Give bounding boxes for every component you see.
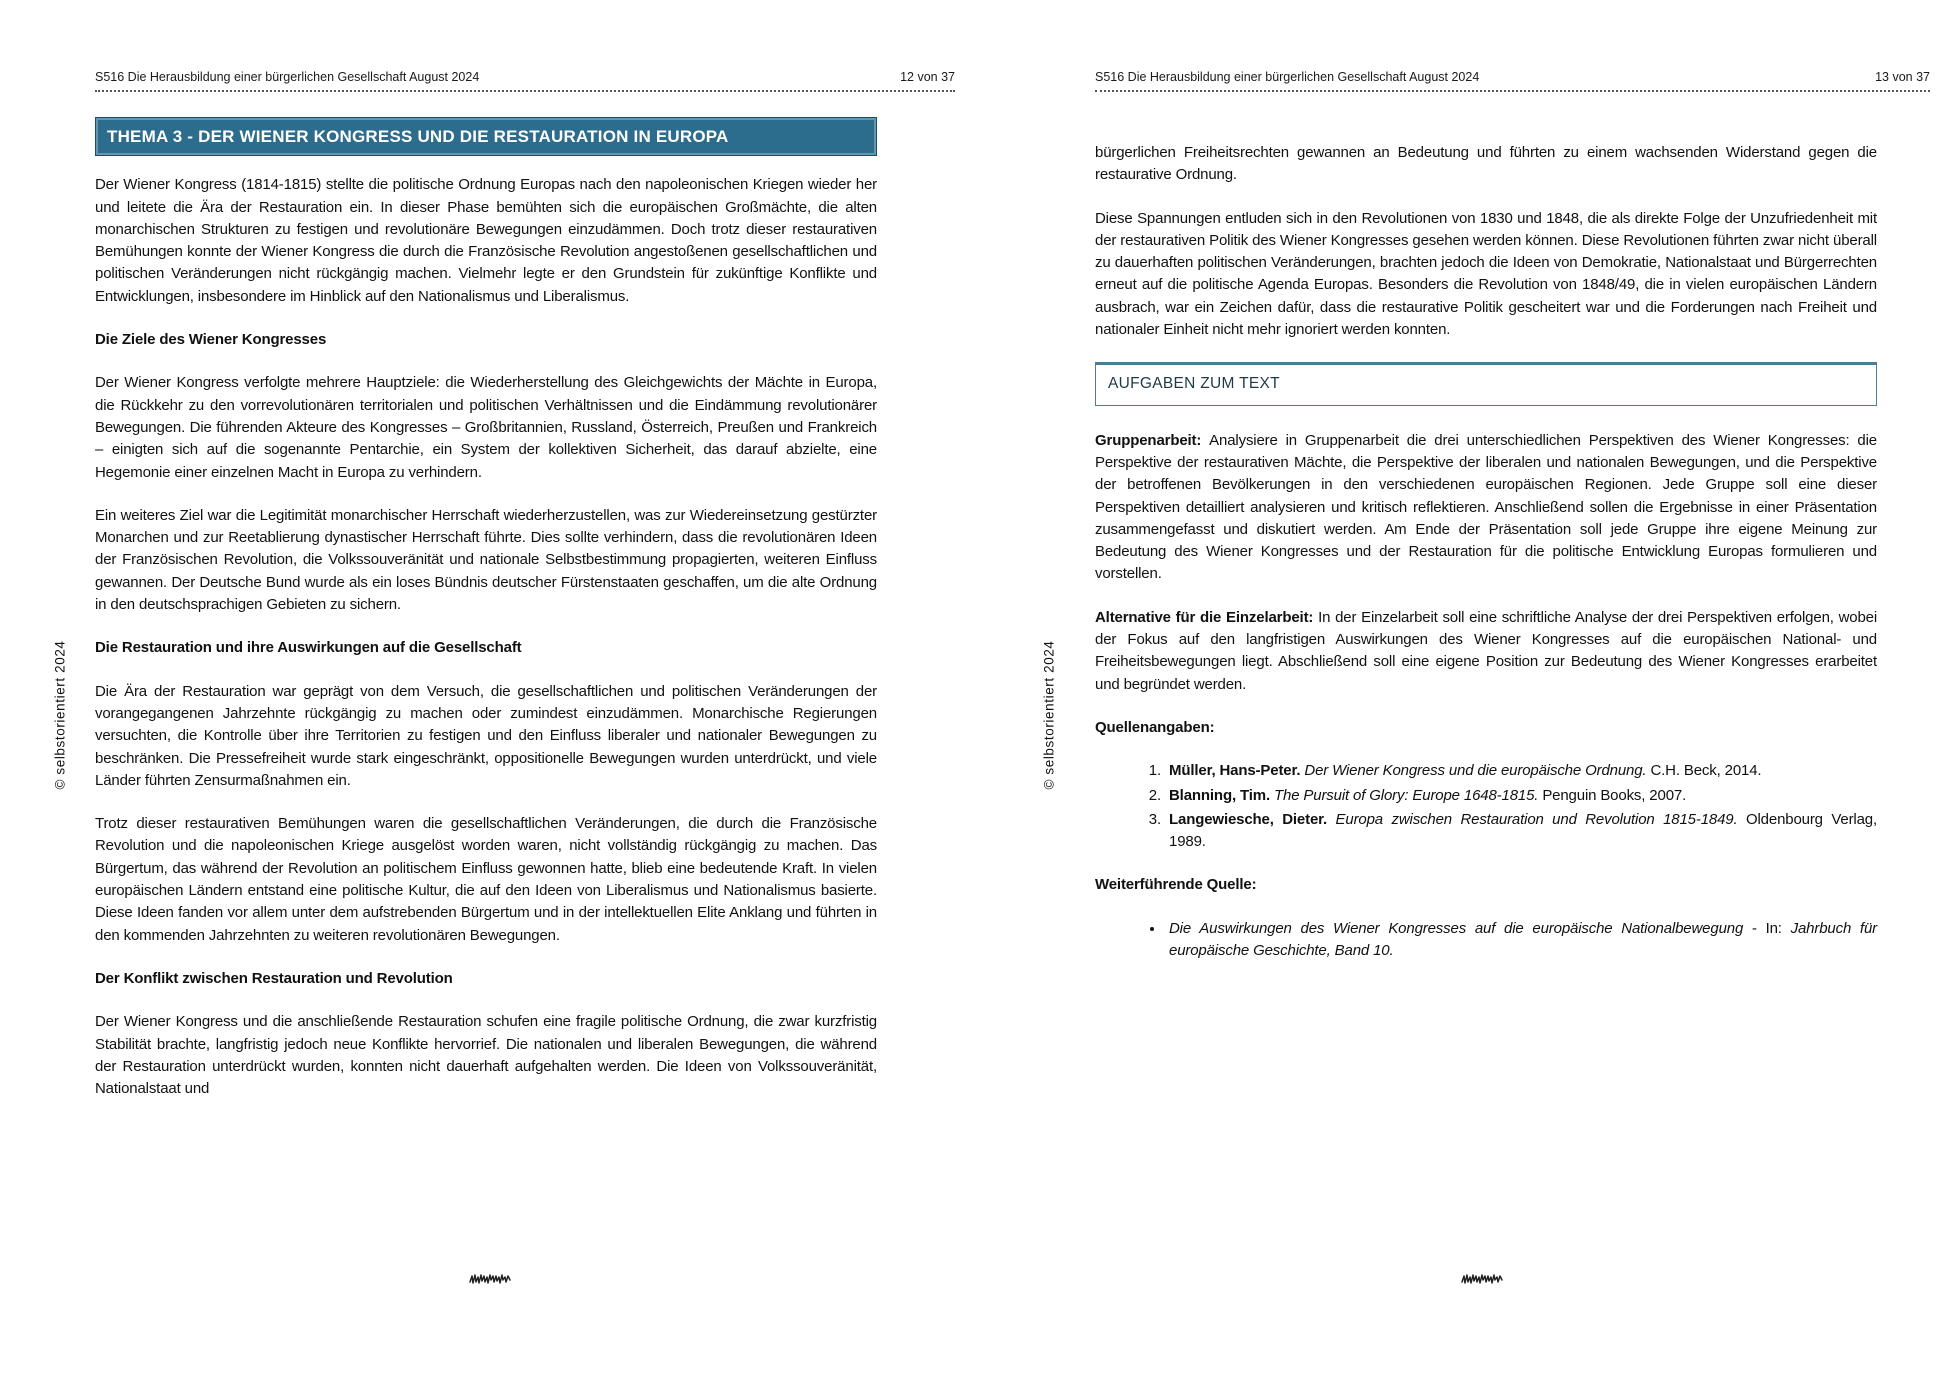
source-item: 3. Langewiesche, Dieter. Europa zwischen Restauration und Revolution 1815-1849. Oldenbourg Verlag, 1989. bbox=[1165, 809, 1877, 854]
page-13 bbox=[977, 0, 1955, 1385]
page-body-left bbox=[95, 117, 877, 1121]
section-heading-restoration: Die Restauration und ihre Auswirkungen auf die Gesellschaft bbox=[95, 639, 522, 657]
page-number: 12 von 37 bbox=[900, 70, 955, 84]
source-item: 2. Blanning, Tim. The Pursuit of Glory: Europe 1648-1815. Penguin Books, 2007. bbox=[1165, 785, 1877, 807]
paragraph-tensions: Diese Spannungen entluden sich in den Revolutionen von 1830 und 1848, die als direkte Folge der Unzufriedenheit mit der restaurativen Politik des Wiener Kongresses gesehen werden können. Diese Revolutionen führten zwar nicht überall zu dauerhaften politischen Veränderungen, brachten jedoch die Ideen von Demokratie, Nationalstaat und Bürgerrechten erneut auf die politische Agenda Europas. Besonders die Revolution von 1848/49, die in vielen europäischen Ländern ausbrach, war ein Zeichen dafür, dass die restaurative Politik gescheitert war und die Forderungen nach Freiheit und nationaler Einheit nicht mehr ignoriert werden konnten. bbox=[1095, 209, 1877, 339]
paragraph-continuation: bürgerlichen Freiheitsrechten gewannen an Bedeutung und führten zu einem wachsenden Widerstand gegen die restaurative Ordnung. bbox=[1095, 144, 1877, 184]
topic-title-banner: THEMA 3 - DER WIENER KONGRESS UND DIE RESTAURATION IN EUROPA bbox=[95, 117, 877, 156]
further-source-item: • Die Auswirkungen des Wiener Kongresses auf die europäische Nationalbewegung - In: Jahrbuch für europäische Geschichte, Band 10. bbox=[1165, 918, 1877, 963]
page-header-left bbox=[95, 70, 955, 92]
section-heading-goals: Die Ziele des Wiener Kongresses bbox=[95, 331, 327, 349]
heading-sources: Quellenangaben: bbox=[1095, 718, 1215, 736]
document-title: S516 Die Herausbildung einer bürgerlichen Gesellschaft August 2024 bbox=[1095, 70, 1480, 84]
scribble-signature-icon bbox=[1460, 1268, 1506, 1290]
paragraph-era: Die Ära der Restauration war geprägt von dem Versuch, die gesellschaftlichen und politischen Veränderungen der vorangegangenen Jahrzehnte rückgängig zu machen oder zumindest einzudämmen. Monarchische Regierungen versuchten, die Kontrolle über ihre Territorien zu festigen und den Einfluss liberaler und nationaler Bewegungen zu beschränken. Die Pressefreiheit wurde stark eingeschränkt, oppositionelle Bewegungen wurden unterdrückt, und viele Länder führten Zensurmaßnahmen ein. bbox=[95, 682, 877, 789]
paragraph-legitimacy: Ein weiteres Ziel war die Legitimität monarchischer Herrschaft wiederherzustellen, was zur Wiedereinsetzung gestürzter Monarchen und zur Reetablierung dynastischer Herrschaft führte. Dies sollte verhindern, dass die revolutionären Ideen der Französischen Revolution, die Volkssouveränität und nationale Selbstbestimmung propagierten, weiteren Einfluss gewannen. Der Deutsche Bund wurde als ein loses Bündnis deutscher Fürstenstaaten geschaffen, um die alte Ordnung in den deutschsprachigen Gebieten zu sichern. bbox=[95, 506, 877, 614]
sources-list bbox=[1095, 760, 1877, 853]
document-title: S516 Die Herausbildung einer bürgerlichen Gesellschaft August 2024 bbox=[95, 70, 480, 84]
copyright-note: © selbstorientiert 2024 bbox=[52, 640, 68, 790]
source-item: 1. Müller, Hans-Peter. Der Wiener Kongress und die europäische Ordnung. C.H. Beck, 2014. bbox=[1165, 760, 1877, 782]
paragraph-intro: Der Wiener Kongress (1814-1815) stellte die politische Ordnung Europas nach den napoleonischen Kriegen wieder her und leitete die Ära der Restauration ein. In dieser Phase bemühten sich die europäischen Großmächte, die alten monarchischen Strukturen zu festigen und revolutionäre Bewegungen einzudämmen. Doch trotz dieser restaurativen Bemühungen konnte der Wiener Kongress die durch die Französische Revolution angestoßenen gesellschaftlichen und politischen Veränderungen nicht rückgängig machen. Vielmehr legte er den Grundstein für zukünftige Konflikte und Entwicklungen, insbesondere im Hinblick auf den Nationalismus und Liberalismus. bbox=[95, 176, 877, 305]
copyright-note: © selbstorientiert 2024 bbox=[1041, 640, 1057, 790]
paragraph-fragile: Der Wiener Kongress und die anschließende Restauration schufen eine fragile politische Ordnung, die zwar kurzfristig Stabilität brachte, langfristig jedoch neue Konflikte hervorrief. Die nationalen und liberalen Bewegungen, die während der Restauration unterdrückt wurden, konnten nicht dauerhaft aufgehalten werden. Die Ideen von Volkssouveränität, Nationalstaat und bbox=[95, 1013, 877, 1098]
scribble-signature-icon bbox=[468, 1268, 514, 1290]
heading-further-source: Weiterführende Quelle: bbox=[1095, 876, 1257, 894]
paragraph-group-work: Gruppenarbeit: Analysiere in Gruppenarbeit die drei unterschiedlichen Perspektiven des Wiener Kongresses: die Perspektive der restaurativen Mächte, die Perspektive der liberalen und nationalen Bewegungen, und die Perspektive der betroffenen Bevölkerungen in den verschiedenen europäischen Regionen. Jede Gruppe soll eine dieser Perspektiven detailliert analysieren und kritisch reflektieren. Anschließend sollen die Ergebnisse in einer Präsentation zusammengefasst und diskutiert werden. Am Ende der Präsentation soll jede Gruppe ihre eigene Meinung zur Bedeutung des Wiener Kongresses und der Restauration für die politische Entwicklung Europas formulieren und vorstellen. bbox=[1095, 431, 1877, 583]
tasks-section-label: AUFGABEN ZUM TEXT bbox=[1108, 375, 1280, 393]
paragraph-despite: Trotz dieser restaurativen Bemühungen waren die gesellschaftlichen Veränderungen, die durch die Französische Revolution und die napoleonischen Kriege ausgelöst worden waren, nicht vollständig rückgängig zu machen. Das Bürgertum, das während der Revolution an politischem Einfluss gewonnen hatte, blieb eine bedeutende Kraft. In vielen europäischen Ländern entstand eine politische Kultur, die auf den Ideen von Liberalismus und Nationalismus basierte. Diese Ideen fanden vor allem unter dem aufstrebenden Bürgertum und in der intellektuellen Elite Anklang und führten in den kommenden Jahrzehnten zu weiteren revolutionären Bewegungen. bbox=[95, 815, 877, 944]
paragraph-individual-work: Alternative für die Einzelarbeit: In der Einzelarbeit soll eine schriftliche Analyse der drei Perspektiven erfolgen, wobei der Fokus auf den langfristigen Auswirkungen des Wiener Kongresses auf die europäischen National- und Freiheitsbewegungen liegt. Abschließend soll eine eigene Position zur Bedeutung des Wiener Kongresses erarbeitet und begründet werden. bbox=[1095, 608, 1878, 693]
paragraph-goals: Der Wiener Kongress verfolgte mehrere Hauptziele: die Wiederherstellung des Gleichgewichts der Mächte in Europa, die Rückkehr zu den vorrevolutionären territorialen und politischen Verhältnissen und die Eindämmung revolutionärer Bewegungen. Die führenden Akteure des Kongresses – Großbritannien, Russland, Österreich, Preußen und Frankreich – einigten sich auf die sogenannte Pentarchie, ein System der kollektiven Sicherheit, das darauf abzielte, eine Hegemonie einer einzelnen Macht in Europa zu verhindern. bbox=[95, 374, 877, 481]
section-heading-conflict: Der Konflikt zwischen Restauration und Revolution bbox=[95, 969, 453, 987]
further-source-list bbox=[1095, 918, 1877, 963]
page-body-right bbox=[1095, 142, 1877, 983]
tasks-section-box bbox=[1095, 362, 1877, 405]
page-header-right bbox=[1095, 70, 1930, 92]
page-number: 13 von 37 bbox=[1875, 70, 1930, 84]
